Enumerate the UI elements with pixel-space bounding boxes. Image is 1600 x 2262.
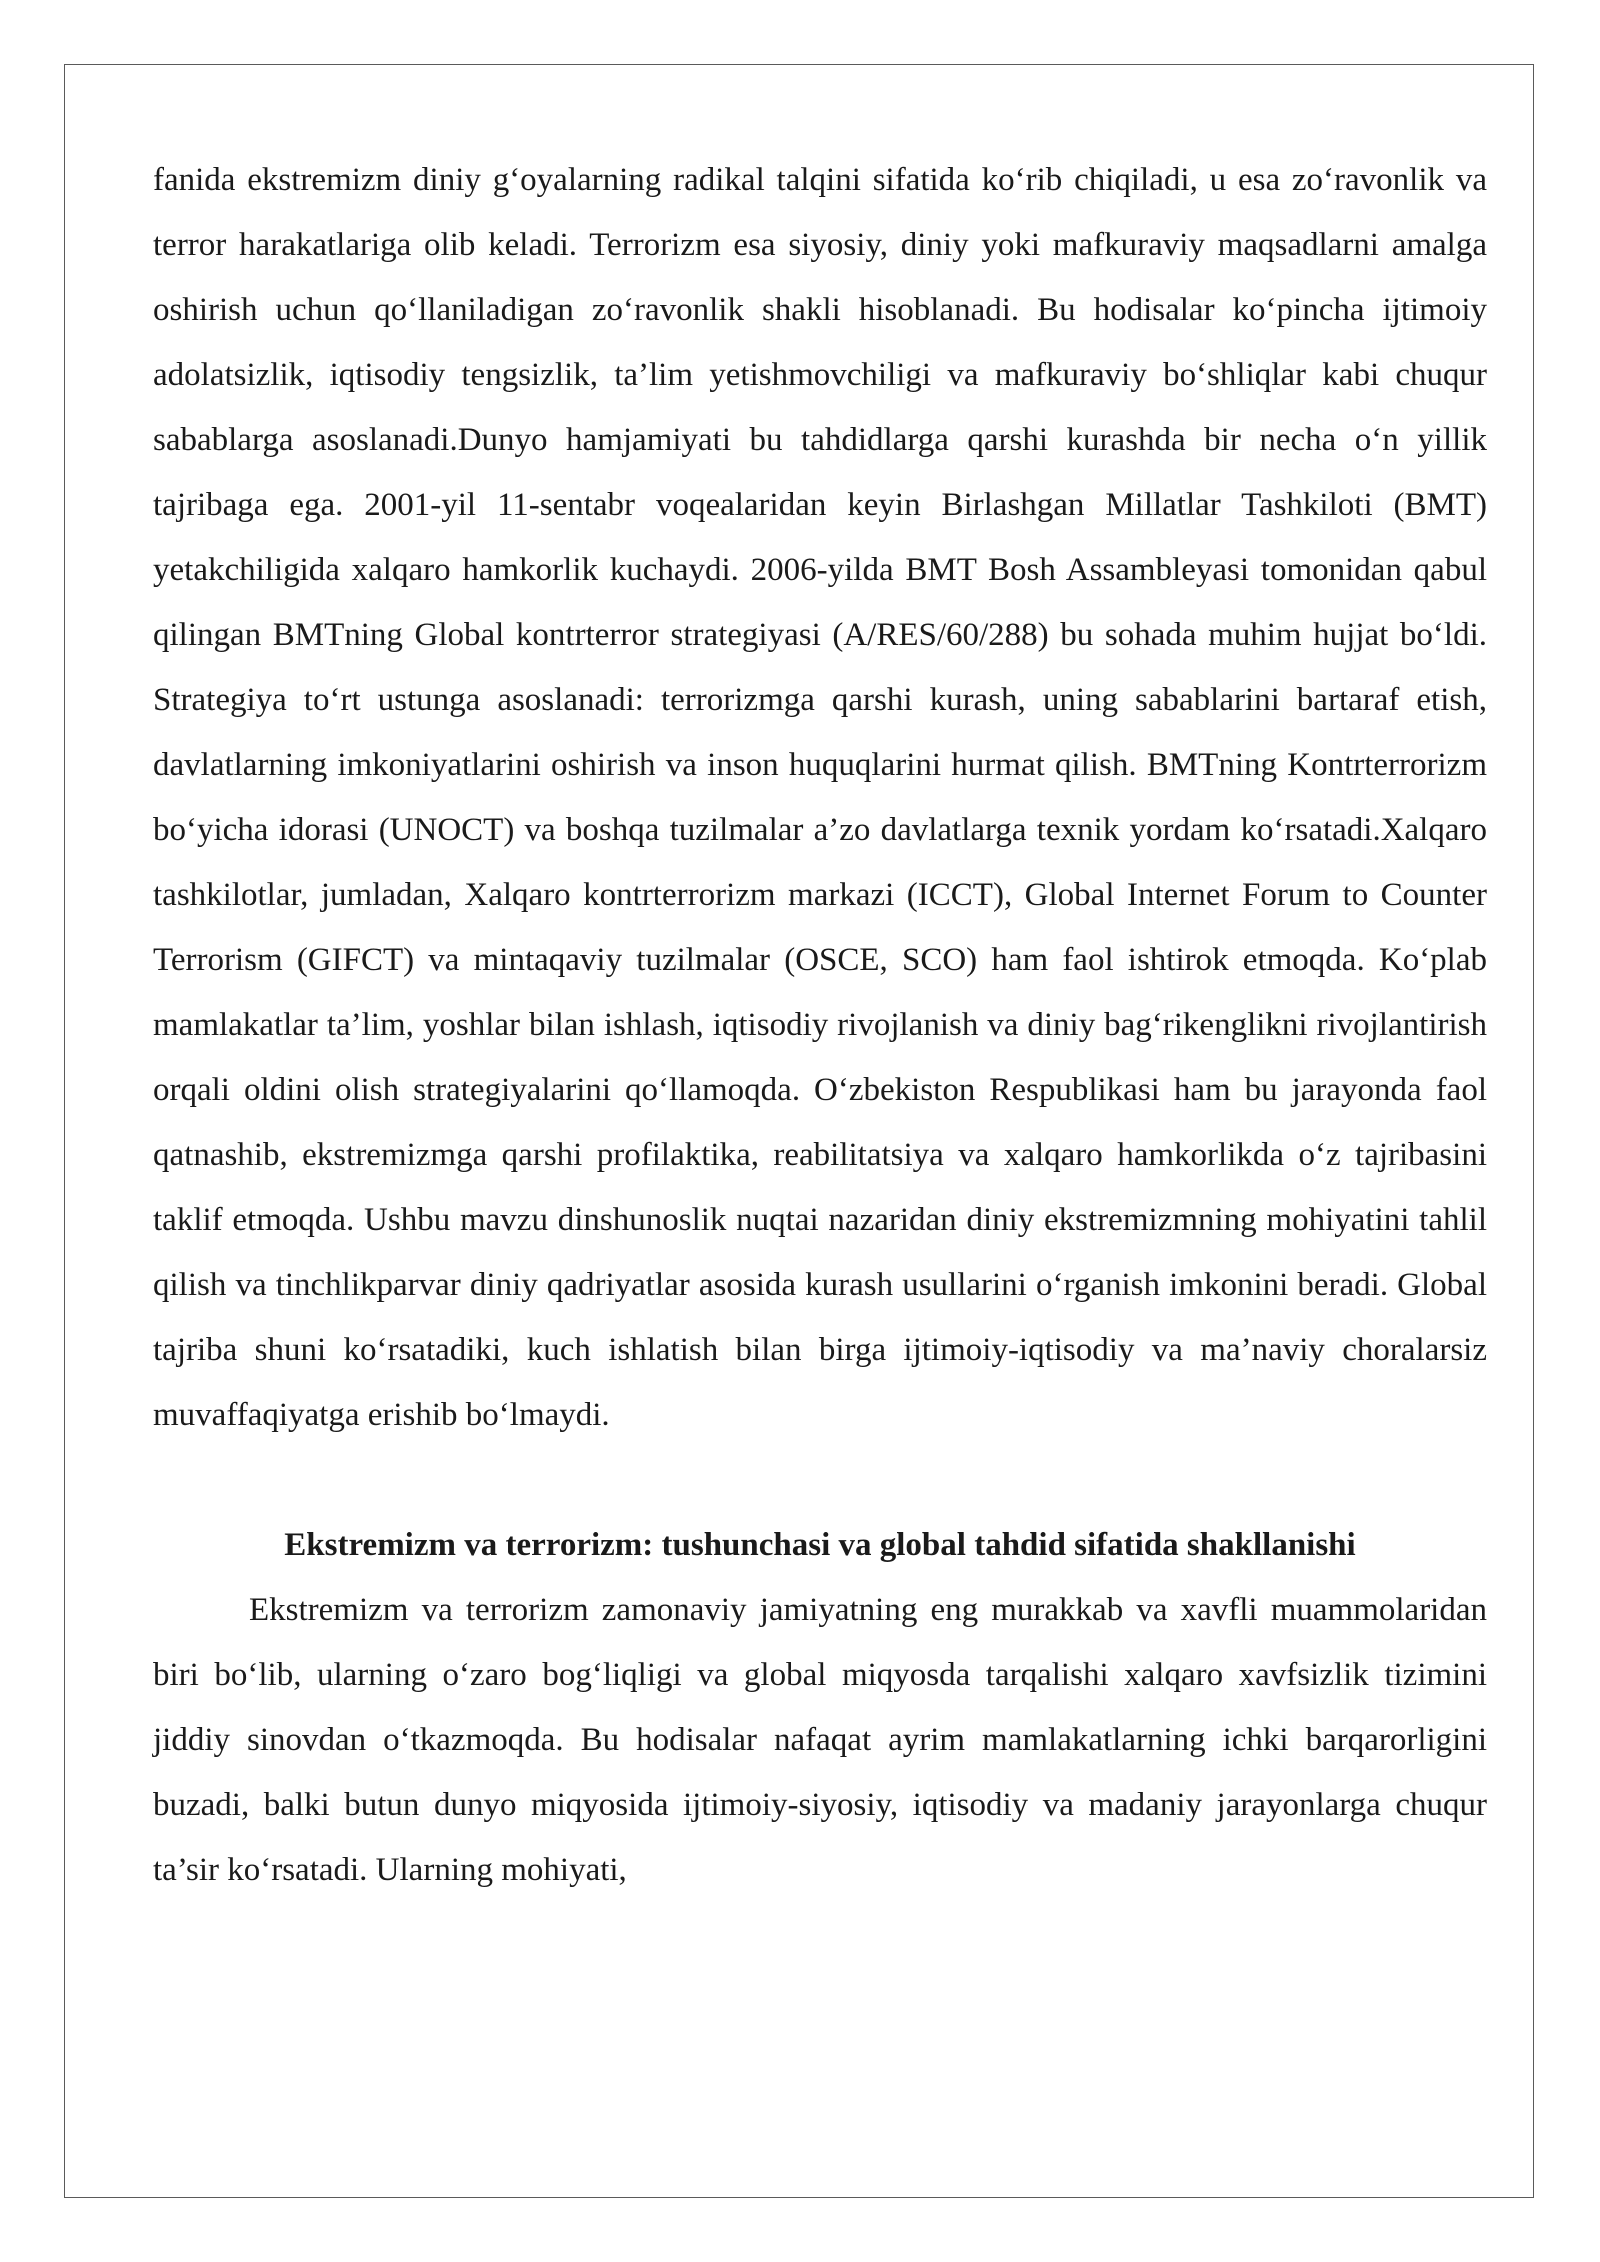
- body-paragraph-1: fanida ekstremizm diniy g‘oyalarning radikal talqini sifatida ko‘rib chiqiladi, u esa zo‘ravonlik va terror harakatlariga olib keladi. Terrorizm esa siyosiy, diniy yoki mafkuraviy maqsadlarni amalga oshirish uchun qo‘llaniladigan zo‘ravonlik shakli hisoblanadi. Bu hodisalar ko‘pincha ijtimoiy adolatsizlik, iqtisodiy tengsizlik, ta’lim yetishmovchiligi va mafkuraviy bo‘shliqlar kabi chuqur sabablarga asoslanadi.Dunyo hamjamiyati bu tahdidlarga qarshi kurashda bir necha o‘n yillik tajribaga ega. 2001-yil 11-sentabr voqealaridan keyin Birlashgan Millatlar Tashkiloti (BMT) yetakchiligida xalqaro hamkorlik kuchaydi. 2006-yilda BMT Bosh Assambleyasi tomonidan qabul qilingan BMTning Global kontrterror strategiyasi (A/RES/60/288) bu sohada muhim hujjat bo‘ldi. Strategiya to‘rt ustunga asoslanadi: terrorizmga qarshi kurash, uning sabablarini bartaraf etish, davlatlarning imkoniyatlarini oshirish va inson huquqlarini hurmat qilish. BMTning Kontrterrorizm bo‘yicha idorasi (UNOCT) va boshqa tuzilmalar a’zo davlatlarga texnik yordam ko‘rsatadi.Xalqaro tashkilotlar, jumladan, Xalqaro kontrterrorizm markazi (ICCT), Global Internet Forum to Counter Terrorism (GIFCT) va mintaqaviy tuzilmalar (OSCE, SCO) ham faol ishtirok etmoqda. Ko‘plab mamlakatlar ta’lim, yoshlar bilan ishlash, iqtisodiy rivojlanish va diniy bag‘rikenglikni rivojlantirish orqali oldini olish strategiyalarini qo‘llamoqda. O‘zbekiston Respublikasi ham bu jarayonda faol qatnashib, ekstremizmga qarshi profilaktika, reabilitatsiya va xalqaro hamkorlikda o‘z tajribasini taklif etmoqda. Ushbu mavzu dinshunoslik nuqtai nazaridan diniy ekstremizmning mohiyatini tahlil qilish va tinchlikparvar diniy qadriyatlar asosida kurash usullarini o‘rganish imkonini beradi. Global tajriba shuni ko‘rsatadiki, kuch ishlatish bilan birga ijtimoiy-iqtisodiy va ma’naviy choralarsiz muvaffaqiyatga erishib bo‘lmaydi.: [153, 162, 1487, 1433]
- section-heading: Ekstremizm va terrorizm: tushunchasi va global tahdid sifatida shakllanishi: [284, 1527, 1356, 1563]
- body-paragraph-2: Ekstremizm va terrorizm zamonaviy jamiyatning eng murakkab va xavfli muammolaridan biri bo‘lib, ularning o‘zaro bog‘liqligi va global miqyosda tarqalishi xalqaro xavfsizlik tizimini jiddiy sinovdan o‘tkazmoqda. Bu hodisalar nafaqat ayrim mamlakatlarning ichki barqarorligini buzadi, balki butun dunyo miqyosida ijtimoiy-siyosiy, iqtisodiy va madaniy jarayonlarga chuqur ta’sir ko‘rsatadi. Ularning mohiyati,: [153, 1592, 1487, 1888]
- document-body: [153, 148, 1487, 1903]
